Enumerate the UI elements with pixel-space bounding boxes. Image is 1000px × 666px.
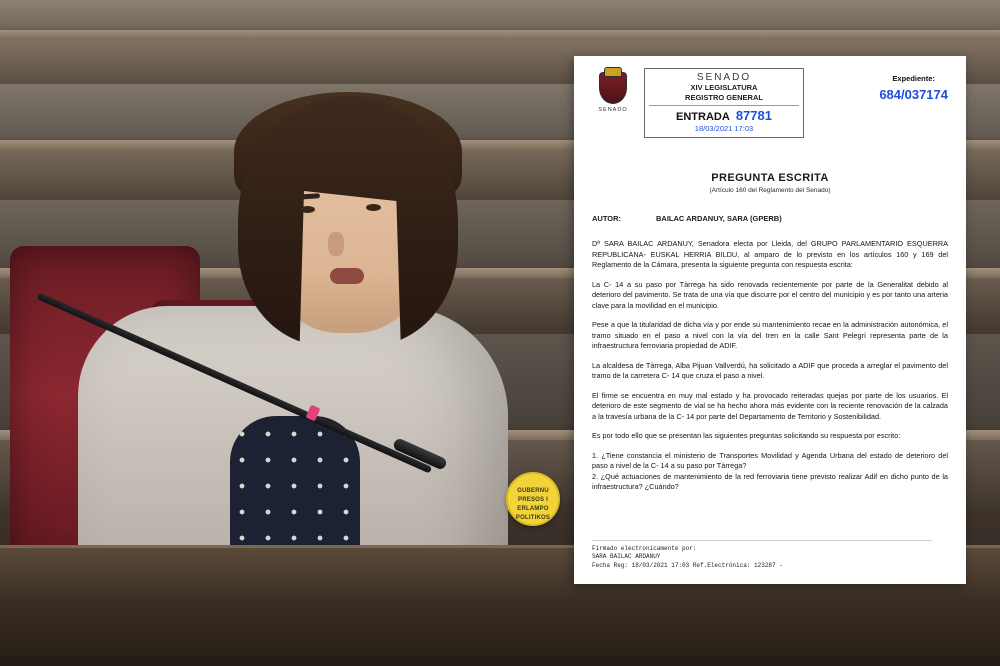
footer-signer-name: SARA BAILAC ARDANUY (592, 553, 661, 560)
document-overlay (574, 56, 966, 584)
document-title: PREGUNTA ESCRITA (711, 172, 829, 184)
senate-crest (592, 68, 634, 113)
body-paragraph: Es por todo ello que se presentan las siguientes preguntas solicitando su respuesta por escrito: (592, 431, 901, 440)
senator-nose (328, 232, 344, 256)
author-value: BAILAC ARDANUY, SARA (GPERB) (656, 214, 782, 223)
author-row (592, 214, 948, 223)
body-paragraph: Dª SARA BAILAC ARDANUY, Senadora electa por Lleida, del GRUPO PARLAMENTARIO ESQUERRA REPUBLICANA- EUSKAL HERRIA BILDU, al amparo de lo previsto en los artículos 160 y 169 del Reglamento de la Cámara, presenta la siguiente pregunta con respuesta escrita: (592, 239, 948, 269)
stamp-senado-label: SENADO (696, 72, 752, 83)
question-item: 2. ¿Qué actuaciones de mantenimiento de la red ferroviaria tiene previsto realizar Adif en dicho punto de la infraestructura? ¿Cuándo? (592, 471, 948, 491)
expediente-number: 684/037174 (879, 87, 948, 102)
senator-eye-right (366, 204, 381, 211)
stamp-legislature-line-1: XIV LEGISLATURA (690, 83, 758, 92)
bench-top-edge (0, 30, 1000, 40)
body-paragraph: El firme se encuentra en muy mal estado y ha provocado reiteradas quejas por parte de los usuarios. El deterioro de este segmento de vial se ha hecho ahora más evidente con la reciente renovación de la calzada a la travesía urbana de la C- 14 por parte del Departamento de Territorio y Sostenibilidad. (592, 390, 948, 421)
document-body (592, 239, 948, 493)
document-header (592, 68, 948, 138)
author-label: AUTOR: (592, 214, 622, 223)
stamp-legislature-line-2: REGISTRO GENERAL (685, 93, 763, 102)
body-paragraph: Pese a que la titularidad de dicha vía y por ende su mantenimiento recae en la administración autonómica, el tramo situado en el paso a nivel con la vía del tren en la calle Sant Pelegrí representa parte de la infraestructura ferroviaria propiedad de ADIF. (592, 320, 948, 350)
stamp-entrada-label: ENTRADA (676, 111, 730, 123)
question-item: 1. ¿Tiene constancia el ministerio de Transportes Movilidad y Agenda Urbana del estado de deterioro del paso a nivel de la C- 14 a su paso por Tàrrega? (592, 450, 948, 470)
body-paragraph: La alcaldesa de Tàrrega, Alba Pijuan Vallverdú, ha solicitado a ADIF que proceda a arreglar el pavimento del tramo de la carretera C- 14 que cruza el paso a nivel. (592, 360, 948, 380)
registry-stamp (644, 68, 804, 138)
footer-signed-line: Firmado electronicamente por: (592, 544, 697, 552)
body-paragraph: La C- 14 a su paso por Tàrrega ha sido renovada recientemente por parte de la Generalitat debido al deterioro del pavimento. Se trata de una vía que discurre por el centro del municipio y es por tanto una arteria clave para la movilidad en el municipio. (592, 279, 948, 310)
stamp-date: 18/03/2021 17:03 (694, 124, 754, 133)
stamp-entrada-number: 87781 (735, 108, 772, 123)
questions-list (592, 451, 948, 493)
lapel-badge: GUBERNU PRESOS I ERLAMPO POLITIKOS (506, 472, 560, 526)
footer-registry-line: Fecha Reg: 18/03/2021 17:03 Ref.Electrónica: 123287 - (592, 561, 783, 569)
wall-panel (0, 0, 1000, 32)
stamp-entrada-row (649, 105, 799, 123)
senator-eye-left (300, 206, 315, 213)
senator-mouth (330, 268, 364, 284)
expediente-label: Expediente: (892, 74, 935, 83)
expediente-block (879, 68, 948, 102)
document-footer (592, 540, 932, 571)
document-subtitle: (Artículo 160 del Reglamento del Senado) (709, 187, 831, 194)
coat-of-arms-icon (599, 72, 627, 104)
crest-label: SENADO (598, 107, 628, 113)
